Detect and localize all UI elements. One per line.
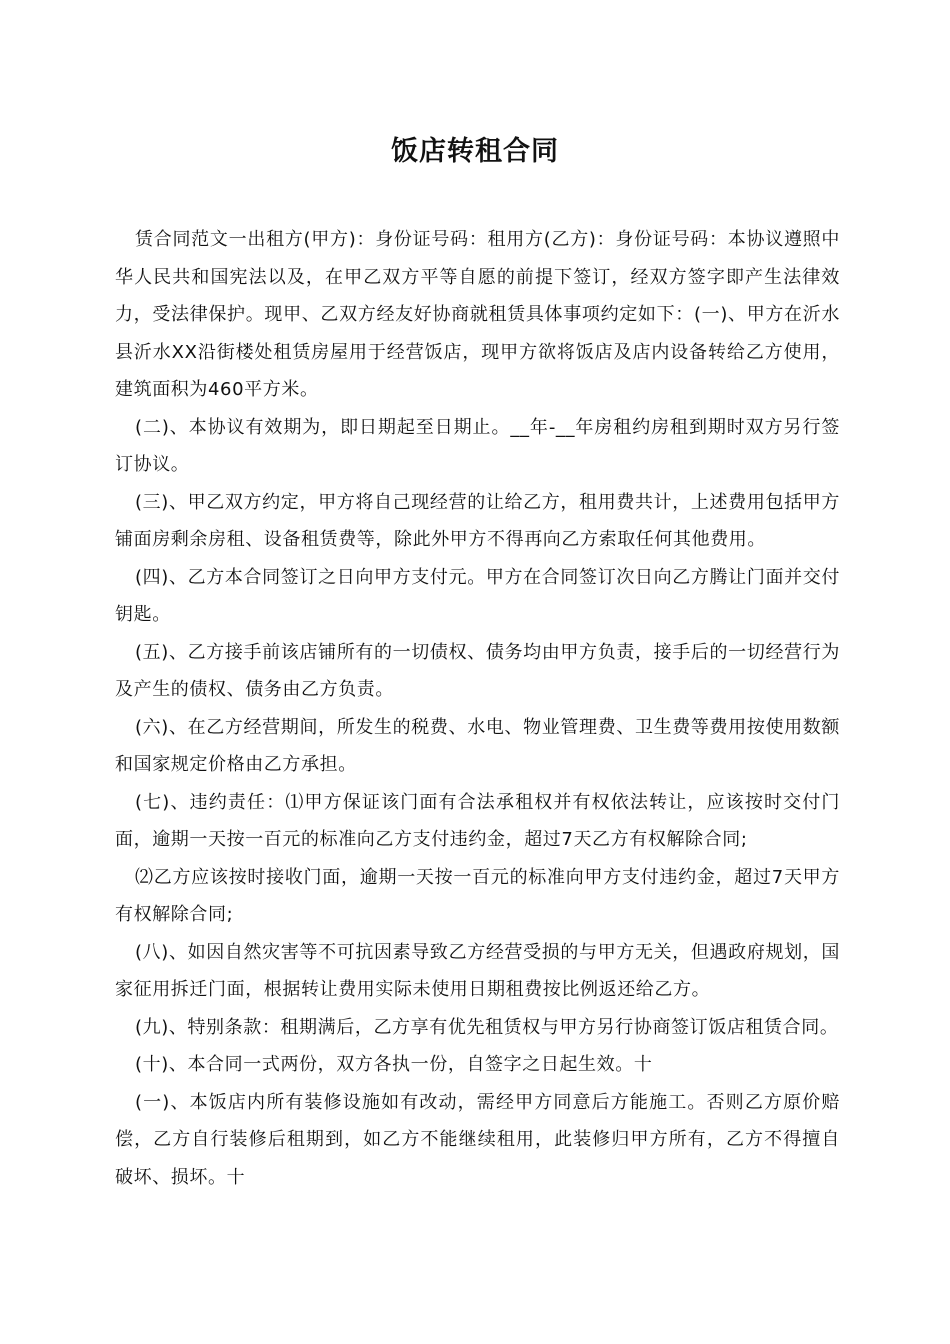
paragraph-clause-4: (四)、乙方本合同签订之日向甲方支付元。甲方在合同签订次日向乙方腾让门面并交付钥匙。 (115, 566, 840, 625)
document-body (115, 221, 840, 1196)
paragraph-clause-2: (二)、本协议有效期为，即日期起至日期止。__年-__年房租约房租到期时双方另行签订协议。 (115, 416, 840, 475)
paragraph-intro: 赁合同范文一出租方(甲方)：身份证号码：租用方(乙方)：身份证号码：本协议遵照中华人民共和国宪法以及，在甲乙双方平等自愿的前提下签订，经双方签字即产生法律效力，受法律保护。现甲、乙双方经友好协商就租赁具体事项约定如下：(一)、甲方在沂水县沂水XX沿街楼处租赁房屋用于经营饭店，现甲方欲将饭店及店内设备转给乙方使用，建筑面积为460平方米。 (115, 229, 840, 400)
paragraph-clause-7-sub-2: ⑵乙方应该按时接收门面，逾期一天按一百元的标准向甲方支付违约金，超过7天甲方有权解除合同; (115, 866, 840, 925)
paragraph-clause-9: (九)、特别条款：租期满后，乙方享有优先租赁权与甲方另行协商签订饭店租赁合同。 (135, 1016, 839, 1038)
document-title: 饭店转租合同 (391, 136, 559, 167)
paragraph-clause-6: (六)、在乙方经营期间，所发生的税费、水电、物业管理费、卫生费等费用按使用数额和国家规定价格由乙方承担。 (115, 716, 840, 775)
paragraph-clause-10: (十)、本合同一式两份，双方各执一份，自签字之日起生效。十 (135, 1054, 653, 1075)
paragraph-clause-8: (八)、如因自然灾害等不可抗因素导致乙方经营受损的与甲方无关，但遇政府规划，国家征用拆迁门面，根据转让费用实际未使用日期租费按比例返还给乙方。 (115, 941, 840, 1000)
paragraph-clause-5: (五)、乙方接手前该店铺所有的一切债权、债务均由甲方负责，接手后的一切经营行为及产生的债权、债务由乙方负责。 (115, 641, 840, 700)
paragraph-clause-7: (七)、违约责任：⑴甲方保证该门面有合法承租权并有权依法转让，应该按时交付门面，逾期一天按一百元的标准向乙方支付违约金，超过7天乙方有权解除合同; (115, 791, 840, 850)
paragraph-clause-3: (三)、甲乙双方约定，甲方将自己现经营的让给乙方，租用费共计，上述费用包括甲方铺面房剩余房租、设备租赁费等，除此外甲方不得再向乙方索取任何其他费用。 (115, 491, 840, 550)
paragraph-clause-11: (一)、本饭店内所有装修设施如有改动，需经甲方同意后方能施工。否则乙方原价赔偿，乙方自行装修后租期到，如乙方不能继续租用，此装修归甲方所有，乙方不得擅自破坏、损坏。十 (115, 1091, 840, 1188)
